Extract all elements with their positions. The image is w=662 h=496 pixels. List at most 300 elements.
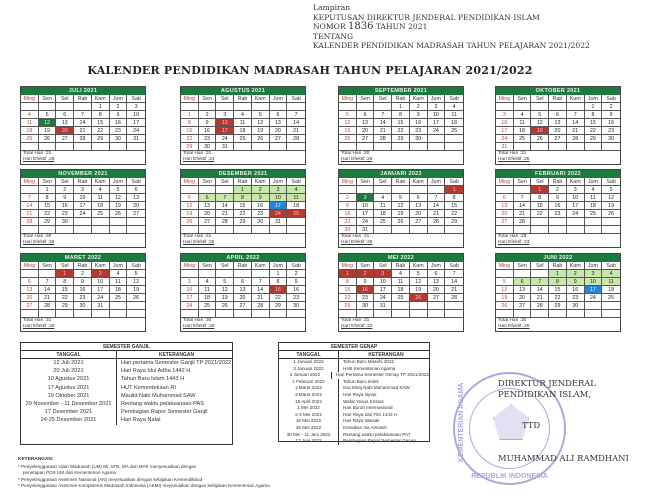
empty-cell	[21, 186, 39, 194]
empty-cell	[392, 302, 410, 310]
month-calendar	[495, 169, 621, 248]
empty-cell	[531, 270, 549, 278]
day-cell: 21	[567, 127, 585, 135]
day-cell: 20	[514, 294, 532, 302]
day-cell: 11	[234, 119, 252, 127]
weekday-header: Ming	[21, 178, 39, 186]
day-cell: 20	[56, 127, 74, 135]
event-date: 29 November - 11 Desember 2021	[21, 400, 117, 408]
empty-cell	[445, 226, 463, 234]
day-cell: 2	[199, 111, 217, 119]
empty-cell	[514, 270, 532, 278]
day-cell: 9	[357, 278, 375, 286]
day-cell: 12	[110, 194, 128, 202]
month-title: MEI 2022	[339, 254, 463, 262]
day-cell: 22	[92, 127, 110, 135]
table-row	[279, 385, 429, 392]
empty-cell	[339, 310, 357, 318]
empty-cell	[445, 143, 463, 151]
empty-cell	[585, 226, 603, 234]
event-desc: Kenaikan Isa Almasih	[343, 424, 387, 430]
empty-cell	[92, 226, 110, 234]
day-cell: 7	[252, 278, 270, 286]
table-row	[21, 367, 232, 375]
empty-cell	[127, 143, 145, 151]
day-cell: 9	[287, 278, 305, 286]
empty-cell	[56, 226, 74, 234]
day-cell: 23	[339, 218, 357, 226]
weekday-header: Sen	[39, 95, 57, 103]
day-cell: 26	[216, 302, 234, 310]
day-cell: 12	[392, 202, 410, 210]
day-cell: 26	[39, 135, 57, 143]
month-summary: Total Hari :30 Hari Efektif :25	[183, 318, 215, 329]
weekday-header: Sel	[216, 178, 234, 186]
table-row	[279, 379, 429, 386]
day-cell: 3	[428, 103, 446, 111]
month-summary: Total Hari :28 Hari Efektif :23	[498, 234, 530, 245]
day-cell: 3	[216, 111, 234, 119]
month-title: FEBRUARI 2022	[496, 170, 620, 178]
day-cell: 21	[252, 294, 270, 302]
day-cell: 11	[585, 194, 603, 202]
month-calendar	[338, 86, 464, 165]
event-date: 19 Oktober 2021	[21, 392, 117, 400]
empty-cell	[602, 143, 620, 151]
day-cell: 28	[39, 302, 57, 310]
day-cell: 14	[531, 286, 549, 294]
table-row	[279, 399, 429, 406]
weekday-header: Sel	[531, 262, 549, 270]
day-cell: 8	[270, 278, 288, 286]
empty-cell	[74, 143, 92, 151]
day-cell: 15	[39, 202, 57, 210]
month-title: JANUARI 2022	[339, 170, 463, 178]
day-cell: 8	[531, 194, 549, 202]
day-cell: 18	[234, 127, 252, 135]
empty-cell	[549, 103, 567, 111]
day-cell: 24	[270, 210, 288, 218]
weekday-header: Sab	[127, 95, 145, 103]
day-cell: 17	[181, 294, 199, 302]
event-desc: Pembagian Rapor Semester Genap	[343, 438, 417, 444]
month-title: SEPTEMBER 2021	[339, 87, 463, 95]
day-grid	[339, 262, 463, 318]
event-desc: Hari Pertama Semester Genap TP 2021/2022	[335, 372, 429, 378]
day-cell: 28	[428, 218, 446, 226]
day-cell: 6	[234, 278, 252, 286]
day-cell: 30	[56, 218, 74, 226]
day-cell: 3	[74, 186, 92, 194]
weekday-header: Rab	[234, 262, 252, 270]
day-cell: 25	[234, 135, 252, 143]
day-cell: 8	[181, 119, 199, 127]
weekday-header: Jum	[428, 178, 446, 186]
day-cell: 9	[410, 111, 428, 119]
header-tentang: TENTANG	[313, 31, 354, 41]
day-cell: 29	[339, 302, 357, 310]
day-cell: 15	[92, 119, 110, 127]
empty-cell	[357, 186, 375, 194]
day-cell: 7	[287, 111, 305, 119]
day-cell: 11	[392, 278, 410, 286]
day-cell: 31	[374, 302, 392, 310]
empty-cell	[74, 103, 92, 111]
day-grid	[21, 178, 145, 234]
day-cell: 19	[531, 127, 549, 135]
empty-cell	[21, 143, 39, 151]
event-date: 30 Mei - 11 Juni 2022	[279, 432, 339, 439]
day-cell: 13	[514, 286, 532, 294]
day-cell: 28	[74, 135, 92, 143]
nomor-label: NOMOR	[313, 22, 346, 32]
day-cell: 13	[357, 119, 375, 127]
day-cell: 21	[216, 210, 234, 218]
weekday-header: Ming	[181, 95, 199, 103]
day-cell: 29	[445, 218, 463, 226]
table-title: SEMESTER GANJIL	[21, 343, 232, 351]
day-cell: 4	[287, 186, 305, 194]
day-grid	[339, 178, 463, 234]
weekday-header: Sen	[39, 262, 57, 270]
day-cell: 19	[392, 210, 410, 218]
day-cell: 4	[199, 278, 217, 286]
empty-cell	[428, 143, 446, 151]
event-date: 24-25 Desember 2021	[21, 416, 117, 424]
day-cell: 6	[428, 270, 446, 278]
day-cell: 16	[252, 202, 270, 210]
day-cell: 21	[74, 127, 92, 135]
empty-cell	[216, 226, 234, 234]
month-summary: Total Hari :31 Hari Efektif :25	[183, 234, 215, 245]
day-cell: 17	[216, 127, 234, 135]
empty-cell	[496, 103, 514, 111]
weekday-header: Rab	[74, 178, 92, 186]
empty-cell	[21, 310, 39, 318]
day-cell: 10	[216, 119, 234, 127]
event-date: 1 Februari 2022	[279, 379, 339, 386]
day-cell: 30	[110, 135, 128, 143]
day-cell: 21	[445, 286, 463, 294]
empty-cell	[567, 143, 585, 151]
day-cell: 10	[428, 111, 446, 119]
weekday-header: Sel	[56, 178, 74, 186]
day-cell: 9	[339, 202, 357, 210]
day-cell: 22	[234, 210, 252, 218]
day-cell: 31	[127, 135, 145, 143]
day-cell: 13	[428, 278, 446, 286]
event-desc: Tahun Baru Islam 1443 H	[121, 376, 185, 383]
day-grid	[21, 95, 145, 151]
day-cell: 29	[39, 218, 57, 226]
day-cell: 10	[181, 286, 199, 294]
day-cell: 6	[357, 111, 375, 119]
effective-days: 26	[367, 240, 373, 245]
day-cell: 25	[392, 294, 410, 302]
note-item: penetapan POS UM dari Kementerian Agama	[23, 470, 116, 475]
empty-cell	[585, 218, 603, 226]
weekday-header: Sen	[199, 262, 217, 270]
empty-cell	[602, 218, 620, 226]
day-cell: 13	[549, 119, 567, 127]
total-days: 30	[45, 234, 52, 239]
day-cell: 4	[585, 186, 603, 194]
day-cell: 20	[21, 294, 39, 302]
empty-cell	[445, 302, 463, 310]
day-cell: 23	[56, 210, 74, 218]
day-cell: 24	[428, 127, 446, 135]
day-cell: 29	[56, 302, 74, 310]
month-calendar	[338, 169, 464, 248]
day-cell: 15	[585, 119, 603, 127]
semester-ganjil-table	[20, 342, 233, 445]
weekday-header: Sab	[602, 262, 620, 270]
table-row	[21, 416, 232, 424]
header-lampiran: Lampiran	[313, 3, 351, 12]
day-cell: 23	[410, 127, 428, 135]
day-cell: 8	[339, 278, 357, 286]
day-cell: 24	[567, 210, 585, 218]
empty-cell	[39, 143, 57, 151]
empty-cell	[585, 302, 603, 310]
empty-cell	[234, 103, 252, 111]
day-cell: 24	[127, 127, 145, 135]
day-cell: 30	[567, 302, 585, 310]
event-date: 1 Januari 2022	[279, 359, 339, 366]
weekday-header: Ming	[181, 178, 199, 186]
day-cell: 6	[199, 194, 217, 202]
day-cell: 16	[56, 202, 74, 210]
day-cell: 1	[585, 103, 603, 111]
day-cell: 8	[445, 194, 463, 202]
empty-cell	[428, 226, 446, 234]
day-cell: 21	[21, 210, 39, 218]
weekday-header: Sel	[374, 95, 392, 103]
day-cell: 29	[234, 218, 252, 226]
day-cell: 25	[602, 294, 620, 302]
day-cell: 22	[39, 210, 57, 218]
day-cell: 1	[392, 103, 410, 111]
day-cell: 2	[357, 270, 375, 278]
weekday-header: Kam	[410, 95, 428, 103]
day-cell: 1	[234, 186, 252, 194]
empty-cell	[39, 270, 57, 278]
empty-cell	[127, 218, 145, 226]
day-cell: 7	[74, 111, 92, 119]
day-grid	[181, 95, 305, 151]
total-days: 31	[363, 234, 370, 239]
day-cell: 19	[181, 210, 199, 218]
weekday-header: Ming	[181, 262, 199, 270]
day-cell: 21	[514, 210, 532, 218]
day-cell: 24	[585, 294, 603, 302]
day-cell: 12	[181, 202, 199, 210]
month-calendar	[495, 253, 621, 332]
col-date: TANGGAL	[21, 351, 117, 358]
empty-cell	[56, 103, 74, 111]
weekday-header: Sen	[199, 178, 217, 186]
weekday-header: Ming	[21, 262, 39, 270]
weekday-header: Sel	[531, 178, 549, 186]
signer-title-1: DIREKTUR JENDERAL	[498, 378, 596, 388]
day-cell: 25	[92, 210, 110, 218]
day-cell: 23	[110, 127, 128, 135]
day-cell: 9	[110, 111, 128, 119]
day-cell: 15	[339, 286, 357, 294]
empty-cell	[21, 103, 39, 111]
day-cell: 13	[496, 202, 514, 210]
notes-title: KETERANGAN:	[18, 457, 54, 462]
day-cell: 12	[602, 194, 620, 202]
day-cell: 22	[181, 135, 199, 143]
day-cell: 28	[374, 135, 392, 143]
day-cell: 23	[252, 210, 270, 218]
day-cell: 9	[602, 111, 620, 119]
empty-cell	[602, 302, 620, 310]
day-cell: 12	[531, 119, 549, 127]
day-cell: 1	[549, 270, 567, 278]
header-nomor	[313, 22, 590, 32]
empty-cell	[428, 302, 446, 310]
nomor-value: 1836	[348, 21, 374, 33]
weekday-header: Sab	[602, 95, 620, 103]
empty-cell	[392, 186, 410, 194]
total-days: 31	[45, 151, 52, 156]
day-cell: 28	[21, 218, 39, 226]
day-cell: 16	[549, 202, 567, 210]
day-cell: 29	[585, 135, 603, 143]
day-cell: 21	[531, 294, 549, 302]
event-date: 17 Juni 2022	[279, 438, 339, 445]
empty-cell	[374, 310, 392, 318]
weekday-header: Jum	[110, 178, 128, 186]
day-cell: 1	[181, 111, 199, 119]
day-cell: 26	[339, 135, 357, 143]
day-cell: 29	[270, 302, 288, 310]
day-cell: 21	[374, 127, 392, 135]
weekday-header: Sab	[445, 262, 463, 270]
weekday-header: Rab	[74, 262, 92, 270]
day-cell: 7	[445, 270, 463, 278]
day-cell: 25	[585, 210, 603, 218]
month-title: AGUSTUS 2021	[181, 87, 305, 95]
day-cell: 12	[339, 119, 357, 127]
col-desc: KETERANGAN	[158, 352, 195, 358]
empty-cell	[181, 270, 199, 278]
day-cell: 5	[531, 111, 549, 119]
day-cell: 26	[392, 218, 410, 226]
weekday-header: Sab	[287, 95, 305, 103]
day-cell: 25	[199, 302, 217, 310]
empty-cell	[514, 103, 532, 111]
total-days: 30	[520, 318, 527, 323]
empty-cell	[234, 310, 252, 318]
day-cell: 2	[339, 194, 357, 202]
day-cell: 5	[39, 111, 57, 119]
weekday-header: Sen	[39, 178, 57, 186]
day-cell: 27	[514, 302, 532, 310]
day-cell: 20	[428, 286, 446, 294]
day-cell: 10	[92, 278, 110, 286]
empty-cell	[357, 103, 375, 111]
effective-days: 25	[209, 240, 215, 245]
weekday-header: Sen	[357, 95, 375, 103]
day-cell: 31	[270, 218, 288, 226]
weekday-header: Sel	[374, 262, 392, 270]
day-cell: 4	[21, 111, 39, 119]
day-cell: 24	[74, 210, 92, 218]
day-cell: 2	[74, 270, 92, 278]
month-title: MARET 2022	[21, 254, 145, 262]
day-cell: 2	[602, 103, 620, 111]
event-date: 10 Agustus 2021	[21, 375, 117, 383]
day-cell: 15	[234, 202, 252, 210]
total-days: 31	[45, 318, 52, 323]
empty-cell	[374, 226, 392, 234]
weekday-header: Ming	[496, 95, 514, 103]
event-date: 17 Agustus 2021	[21, 384, 117, 392]
total-days: 31	[363, 318, 370, 323]
day-cell: 2	[110, 103, 128, 111]
day-cell: 14	[567, 119, 585, 127]
day-cell: 14	[21, 202, 39, 210]
empty-cell	[410, 310, 428, 318]
day-cell: 18	[445, 119, 463, 127]
empty-cell	[602, 226, 620, 234]
day-cell: 19	[39, 127, 57, 135]
day-cell: 4	[110, 270, 128, 278]
day-cell: 17	[74, 202, 92, 210]
event-desc: Hari Raya Waisak	[343, 418, 380, 424]
day-cell: 29	[92, 135, 110, 143]
month-summary: Total Hari :30 Hari Efektif :26	[341, 151, 373, 162]
day-cell: 9	[56, 194, 74, 202]
empty-cell	[531, 226, 549, 234]
table-row	[279, 372, 429, 379]
day-cell: 5	[602, 186, 620, 194]
day-cell: 15	[445, 202, 463, 210]
day-cell: 18	[585, 202, 603, 210]
empty-cell	[270, 310, 288, 318]
table-row	[21, 359, 232, 367]
event-date: 15 April 2022	[279, 399, 339, 406]
event-desc: Maulid Nabi Muhammad SAW	[121, 392, 196, 399]
day-cell: 7	[374, 111, 392, 119]
day-cell: 6	[514, 278, 532, 286]
day-cell: 15	[531, 202, 549, 210]
day-cell: 26	[410, 294, 428, 302]
weekday-header: Jum	[110, 262, 128, 270]
empty-cell	[287, 143, 305, 151]
event-date: 16 Mei 2022	[279, 418, 339, 425]
empty-cell	[181, 310, 199, 318]
day-cell: 3	[585, 270, 603, 278]
weekday-header: Sel	[374, 178, 392, 186]
day-cell: 5	[181, 194, 199, 202]
weekday-header: Sen	[514, 95, 532, 103]
table-row	[21, 375, 232, 383]
day-grid	[496, 95, 620, 151]
day-cell: 23	[199, 135, 217, 143]
empty-cell	[110, 143, 128, 151]
day-cell: 10	[127, 111, 145, 119]
weekday-header: Sab	[127, 178, 145, 186]
weekday-header: Jum	[585, 95, 603, 103]
effective-days: 26	[49, 324, 55, 329]
day-cell: 23	[74, 294, 92, 302]
day-cell: 28	[531, 302, 549, 310]
weekday-header: Jum	[428, 95, 446, 103]
